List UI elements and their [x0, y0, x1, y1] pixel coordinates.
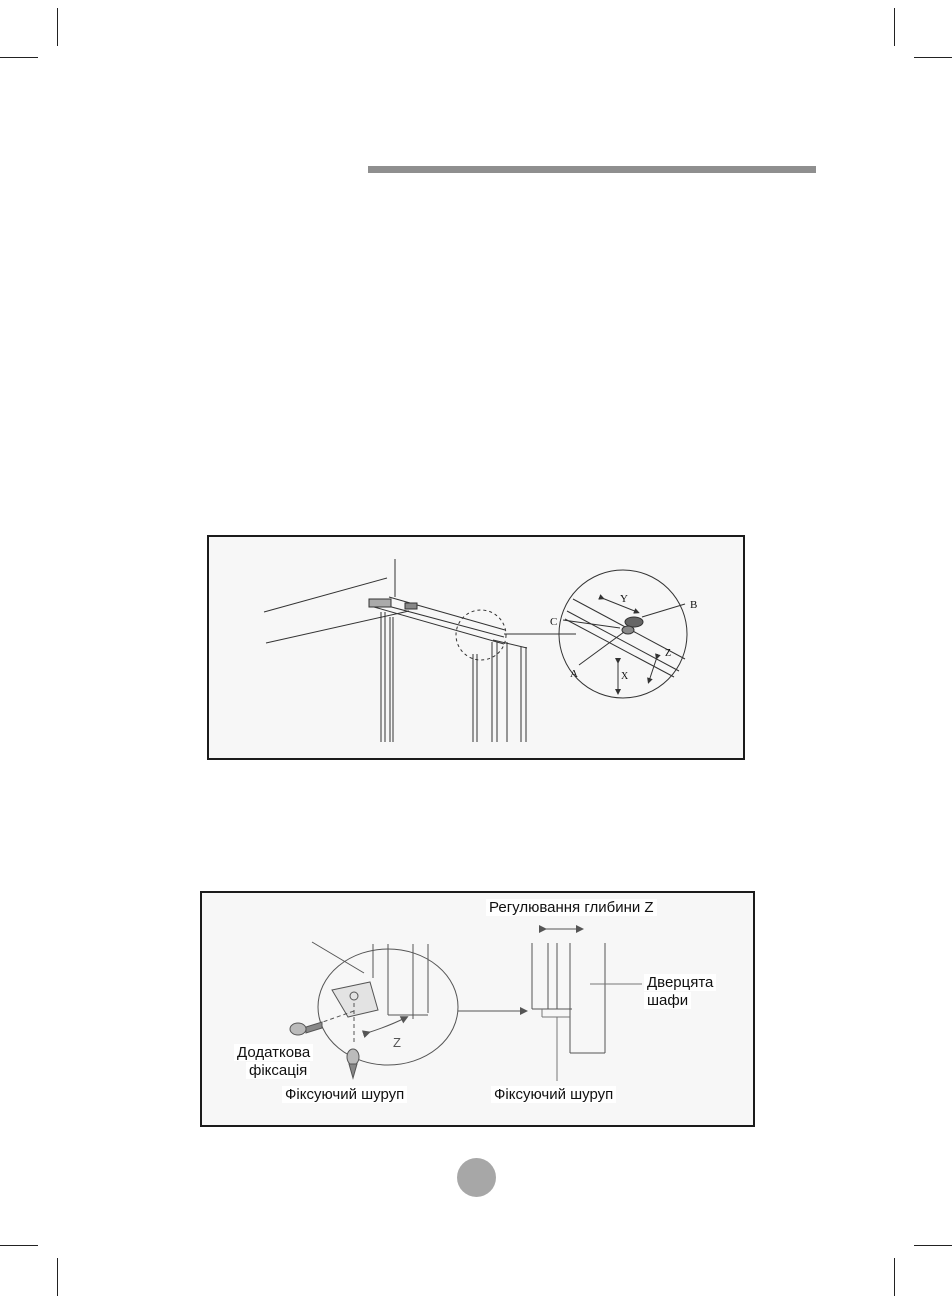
depth-adjustment-label: Регулювання глибини Z	[486, 899, 657, 916]
crop-mark	[57, 1258, 58, 1296]
depth-adjustment-figure	[200, 891, 755, 1127]
fixing-screw-right-label: Фіксуючий шуруп	[491, 1086, 616, 1103]
additional-fixing-label-line1: Додаткова	[234, 1044, 313, 1061]
cabinet-door-label-line1: Дверцята	[644, 974, 716, 991]
crop-mark	[914, 1245, 952, 1246]
crop-mark	[0, 1245, 38, 1246]
callout-x-label: X	[621, 671, 629, 682]
crop-mark	[894, 1258, 895, 1296]
crop-mark	[894, 8, 895, 46]
fixing-screw-left-label: Фіксуючий шуруп	[282, 1086, 407, 1103]
callout-y-label: Y	[620, 593, 628, 605]
header-bar	[368, 166, 816, 173]
z-marker-label: Z	[393, 1035, 401, 1050]
page-number-circle	[457, 1158, 496, 1197]
hinge-adjustment-figure	[207, 535, 745, 760]
additional-fixing-label-line2: фіксація	[246, 1062, 310, 1079]
callout-c-label: C	[550, 616, 558, 628]
crop-mark	[914, 57, 952, 58]
cabinet-door-label-line2: шафи	[644, 992, 691, 1009]
callout-b-label: B	[690, 599, 698, 611]
callout-a-label: A	[570, 668, 578, 680]
crop-mark	[0, 57, 38, 58]
crop-mark	[57, 8, 58, 46]
callout-z-label: Z	[665, 648, 672, 659]
